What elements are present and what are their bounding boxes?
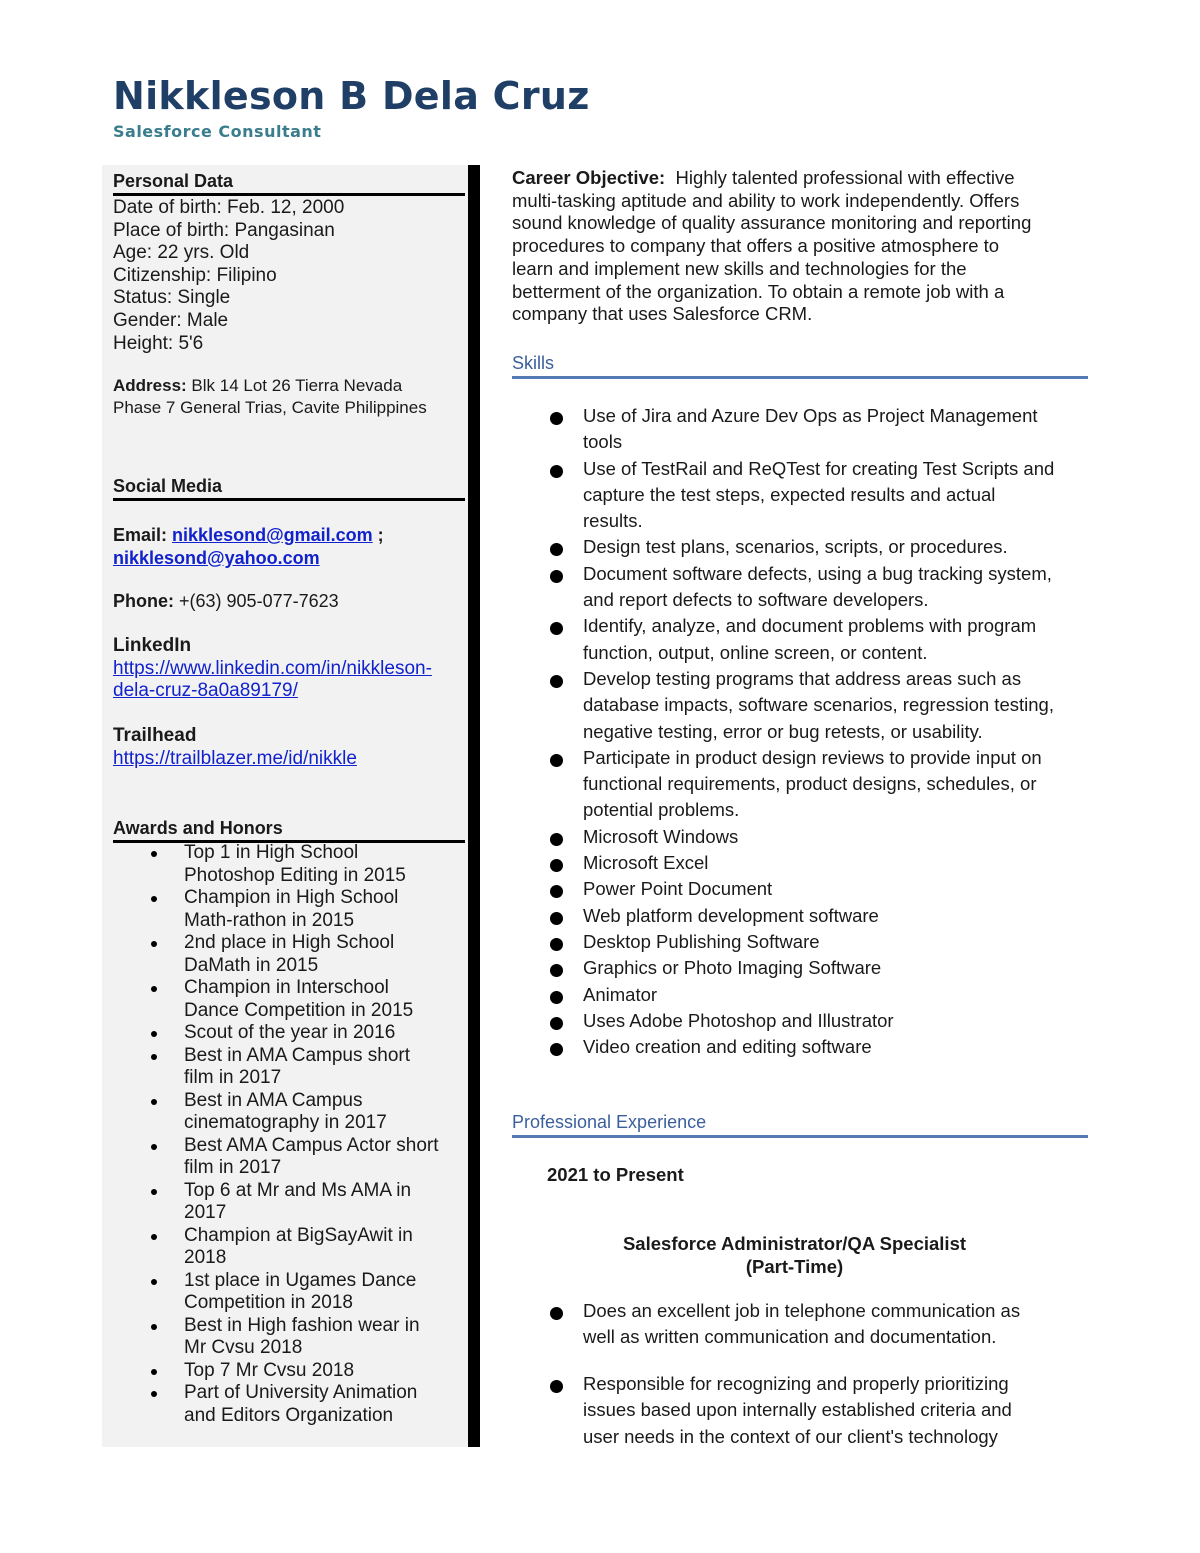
objective-line: betterment of the organization. To obtain a remote job with a bbox=[512, 280, 1005, 302]
skill-item-line: function, output, online screen, or content. bbox=[583, 641, 928, 663]
skill-item-line: functional requirements, product designs, schedules, or bbox=[583, 773, 1037, 795]
social-media-heading: Social Media bbox=[113, 475, 465, 501]
skill-item-line: capture the test steps, expected results and actual bbox=[583, 483, 996, 505]
skill-item bbox=[512, 403, 1087, 456]
skill-item bbox=[512, 745, 1087, 824]
duty-item-line: issues based upon internally established criteria and bbox=[583, 1399, 1012, 1421]
skill-item bbox=[512, 876, 1087, 902]
address-label: Address: bbox=[113, 376, 187, 395]
duties-list bbox=[512, 1298, 1087, 1351]
award-item-line: Photoshop Editing in 2015 bbox=[184, 864, 406, 886]
award-item-line: Part of University Animation bbox=[184, 1382, 418, 1403]
skill-item bbox=[512, 824, 1087, 850]
award-item bbox=[113, 1315, 463, 1360]
experience-period: 2021 to Present bbox=[547, 1164, 684, 1185]
skill-item-line: Identify, analyze, and document problems with program bbox=[583, 615, 1037, 637]
award-item bbox=[113, 887, 463, 932]
award-item-line: 2017 bbox=[184, 1202, 227, 1223]
award-item-line: Top 6 at Mr and Ms AMA in bbox=[184, 1179, 412, 1201]
personal-data-list bbox=[113, 197, 463, 355]
skill-item-line: Document software defects, using a bug tracking system, bbox=[583, 562, 1052, 584]
skill-item bbox=[512, 982, 1087, 1008]
phone-value: +(63) 905-077-7623 bbox=[179, 591, 339, 611]
duty-item bbox=[512, 1371, 1087, 1450]
award-item-line: Champion in High School bbox=[184, 887, 399, 908]
skill-item-line: Microsoft Windows bbox=[583, 825, 739, 847]
skill-item bbox=[512, 1034, 1087, 1060]
award-item-line: and Editors Organization bbox=[184, 1404, 394, 1426]
skill-item-line: Microsoft Excel bbox=[583, 852, 709, 874]
duty-item bbox=[512, 1298, 1087, 1351]
trailhead-block bbox=[113, 725, 463, 770]
skill-item bbox=[512, 613, 1087, 666]
award-item bbox=[113, 1090, 463, 1135]
skill-item bbox=[512, 850, 1087, 876]
award-item-line: Best in AMA Campus bbox=[184, 1089, 363, 1111]
duty-item-line: user needs in the context of our client's technology bbox=[583, 1425, 998, 1447]
skill-item bbox=[512, 903, 1087, 929]
job-title-line-2: (Part-Time) bbox=[745, 1255, 844, 1277]
skill-item-line: negative testing, error or bug retests, or usability. bbox=[583, 720, 983, 742]
skill-item-line: Use of TestRail and ReQTest for creating Test Scripts and bbox=[583, 457, 1055, 479]
skill-item-line: Video creation and editing software bbox=[583, 1036, 872, 1058]
award-item-line: Scout of the year in 2016 bbox=[184, 1022, 396, 1043]
skill-item-line: potential problems. bbox=[583, 799, 740, 821]
skill-item-line: Participate in product design reviews to provide input on bbox=[583, 746, 1042, 768]
skill-item-line: Power Point Document bbox=[583, 878, 773, 900]
award-item bbox=[113, 932, 463, 977]
award-item bbox=[113, 1382, 463, 1427]
personal-line: Date of birth: Feb. 12, 2000 bbox=[113, 197, 345, 218]
award-item-line: film in 2017 bbox=[184, 1067, 282, 1088]
personal-line: Gender: Male bbox=[113, 309, 229, 331]
award-item bbox=[113, 1180, 463, 1225]
skill-item-line: tools bbox=[583, 431, 623, 453]
skill-item bbox=[512, 456, 1087, 535]
award-item bbox=[113, 1360, 463, 1383]
skill-item-line: database impacts, software scenarios, regression testing, bbox=[583, 694, 1054, 716]
award-item-line: Dance Competition in 2015 bbox=[184, 999, 414, 1021]
phone-label: Phone: bbox=[113, 591, 174, 611]
award-item-line: Best in High fashion wear in bbox=[184, 1314, 420, 1336]
candidate-name: Nikkleson B Dela Cruz bbox=[113, 74, 590, 118]
skill-item-line: Use of Jira and Azure Dev Ops as Project Management bbox=[583, 405, 1038, 426]
email-block bbox=[113, 524, 463, 569]
objective-line: sound knowledge of quality assurance monitoring and reporting bbox=[512, 212, 1032, 234]
objective-label: Career Objective: bbox=[512, 167, 666, 188]
award-item-line: DaMath in 2015 bbox=[184, 954, 319, 976]
award-item-line: film in 2017 bbox=[184, 1157, 282, 1178]
skill-item-line: Develop testing programs that address areas such as bbox=[583, 667, 1022, 689]
award-item-line: Champion in Interschool bbox=[184, 977, 389, 998]
linkedin-label: LinkedIn bbox=[113, 635, 192, 656]
address-line-1: Blk 14 Lot 26 Tierra Nevada bbox=[191, 376, 403, 395]
skill-item-line: results. bbox=[583, 510, 643, 532]
award-item bbox=[113, 1135, 463, 1180]
trailhead-link[interactable]: https://trailblazer.me/id/nikkle bbox=[113, 747, 357, 769]
award-item-line: Competition in 2018 bbox=[184, 1292, 353, 1313]
skill-item-line: and report defects to software developers. bbox=[583, 589, 929, 611]
objective-line: learn and implement new skills and technologies for the bbox=[512, 257, 967, 279]
award-item bbox=[113, 1225, 463, 1270]
objective-text bbox=[512, 167, 1031, 324]
award-item bbox=[113, 1022, 463, 1045]
skill-item-line: Web platform development software bbox=[583, 904, 879, 926]
job-title bbox=[512, 1233, 1077, 1278]
award-item-line: 2018 bbox=[184, 1247, 227, 1268]
personal-line: Citizenship: Filipino bbox=[113, 264, 277, 286]
award-item-line: Mr Cvsu 2018 bbox=[184, 1337, 303, 1358]
skill-item bbox=[512, 955, 1087, 981]
linkedin-block bbox=[113, 635, 463, 703]
skill-item-line: Design test plans, scenarios, scripts, or procedures. bbox=[583, 536, 1008, 558]
award-item bbox=[113, 1270, 463, 1315]
candidate-role: Salesforce Consultant bbox=[113, 122, 322, 141]
awards-list bbox=[113, 842, 463, 1427]
skill-item bbox=[512, 929, 1087, 955]
duty-item-line: well as written communication and documentation. bbox=[583, 1326, 997, 1348]
personal-line: Height: 5'6 bbox=[113, 332, 204, 354]
skill-item-line: Animator bbox=[583, 983, 658, 1005]
duty-item-line: Responsible for recognizing and properly prioritizing bbox=[583, 1373, 1009, 1394]
linkedin-link[interactable]: https://www.linkedin.com/in/nikkleson- dela-cruz-8a0a89179/ bbox=[113, 657, 432, 702]
email-separator: ; bbox=[377, 525, 384, 545]
objective-line: Highly talented professional with effective bbox=[675, 167, 1015, 188]
duty-item-line: Does an excellent job in telephone communication as bbox=[583, 1300, 1021, 1321]
experience-heading: Professional Experience bbox=[512, 1111, 1088, 1138]
awards-heading: Awards and Honors bbox=[113, 817, 465, 843]
skill-item bbox=[512, 561, 1087, 614]
email-link-1[interactable]: nikklesond@gmail.com bbox=[172, 525, 373, 545]
skill-item bbox=[512, 534, 1087, 560]
award-item bbox=[113, 1045, 463, 1090]
email-link-2[interactable]: nikklesond@yahoo.com bbox=[113, 547, 320, 568]
award-item-line: Best AMA Campus Actor short bbox=[184, 1134, 439, 1156]
phone-block bbox=[113, 590, 463, 613]
award-item-line: cinematography in 2017 bbox=[184, 1112, 387, 1133]
award-item-line: Best in AMA Campus short bbox=[184, 1044, 410, 1066]
email-label: Email: bbox=[113, 525, 168, 545]
skill-item-line: Uses Adobe Photoshop and Illustrator bbox=[583, 1009, 894, 1031]
award-item-line: Champion at BigSayAwit in bbox=[184, 1224, 413, 1246]
skill-item bbox=[512, 666, 1087, 745]
sidebar-divider bbox=[468, 165, 480, 1447]
skill-item-line: Graphics or Photo Imaging Software bbox=[583, 957, 882, 979]
skills-list bbox=[512, 403, 1087, 1060]
personal-line: Place of birth: Pangasinan bbox=[113, 219, 335, 241]
award-item bbox=[113, 842, 463, 887]
award-item bbox=[113, 977, 463, 1022]
duties-list bbox=[512, 1371, 1087, 1450]
award-item-line: 2nd place in High School bbox=[184, 932, 395, 953]
award-item-line: 1st place in Ugames Dance bbox=[184, 1269, 417, 1291]
objective-line: company that uses Salesforce CRM. bbox=[512, 303, 813, 325]
skill-item-line: Desktop Publishing Software bbox=[583, 930, 820, 952]
personal-line: Status: Single bbox=[113, 287, 231, 309]
address-line-2: Phase 7 General Trias, Cavite Philippines bbox=[113, 398, 427, 417]
trailhead-label: Trailhead bbox=[113, 725, 197, 746]
job-title-line-1: Salesforce Administrator/QA Specialist bbox=[622, 1233, 967, 1254]
address-block bbox=[113, 375, 463, 419]
personal-data-heading: Personal Data bbox=[113, 170, 465, 196]
objective-line: procedures to company that offers a positive atmosphere to bbox=[512, 235, 1000, 257]
award-item-line: Top 1 in High School bbox=[184, 842, 359, 863]
skill-item bbox=[512, 1008, 1087, 1034]
award-item-line: Top 7 Mr Cvsu 2018 bbox=[184, 1359, 355, 1381]
award-item-line: Math-rathon in 2015 bbox=[184, 909, 355, 931]
personal-line: Age: 22 yrs. Old bbox=[113, 242, 250, 264]
objective-line: multi-tasking aptitude and ability to work independently. Offers bbox=[512, 189, 1020, 211]
skills-heading: Skills bbox=[512, 352, 1088, 379]
career-objective bbox=[512, 167, 1072, 326]
